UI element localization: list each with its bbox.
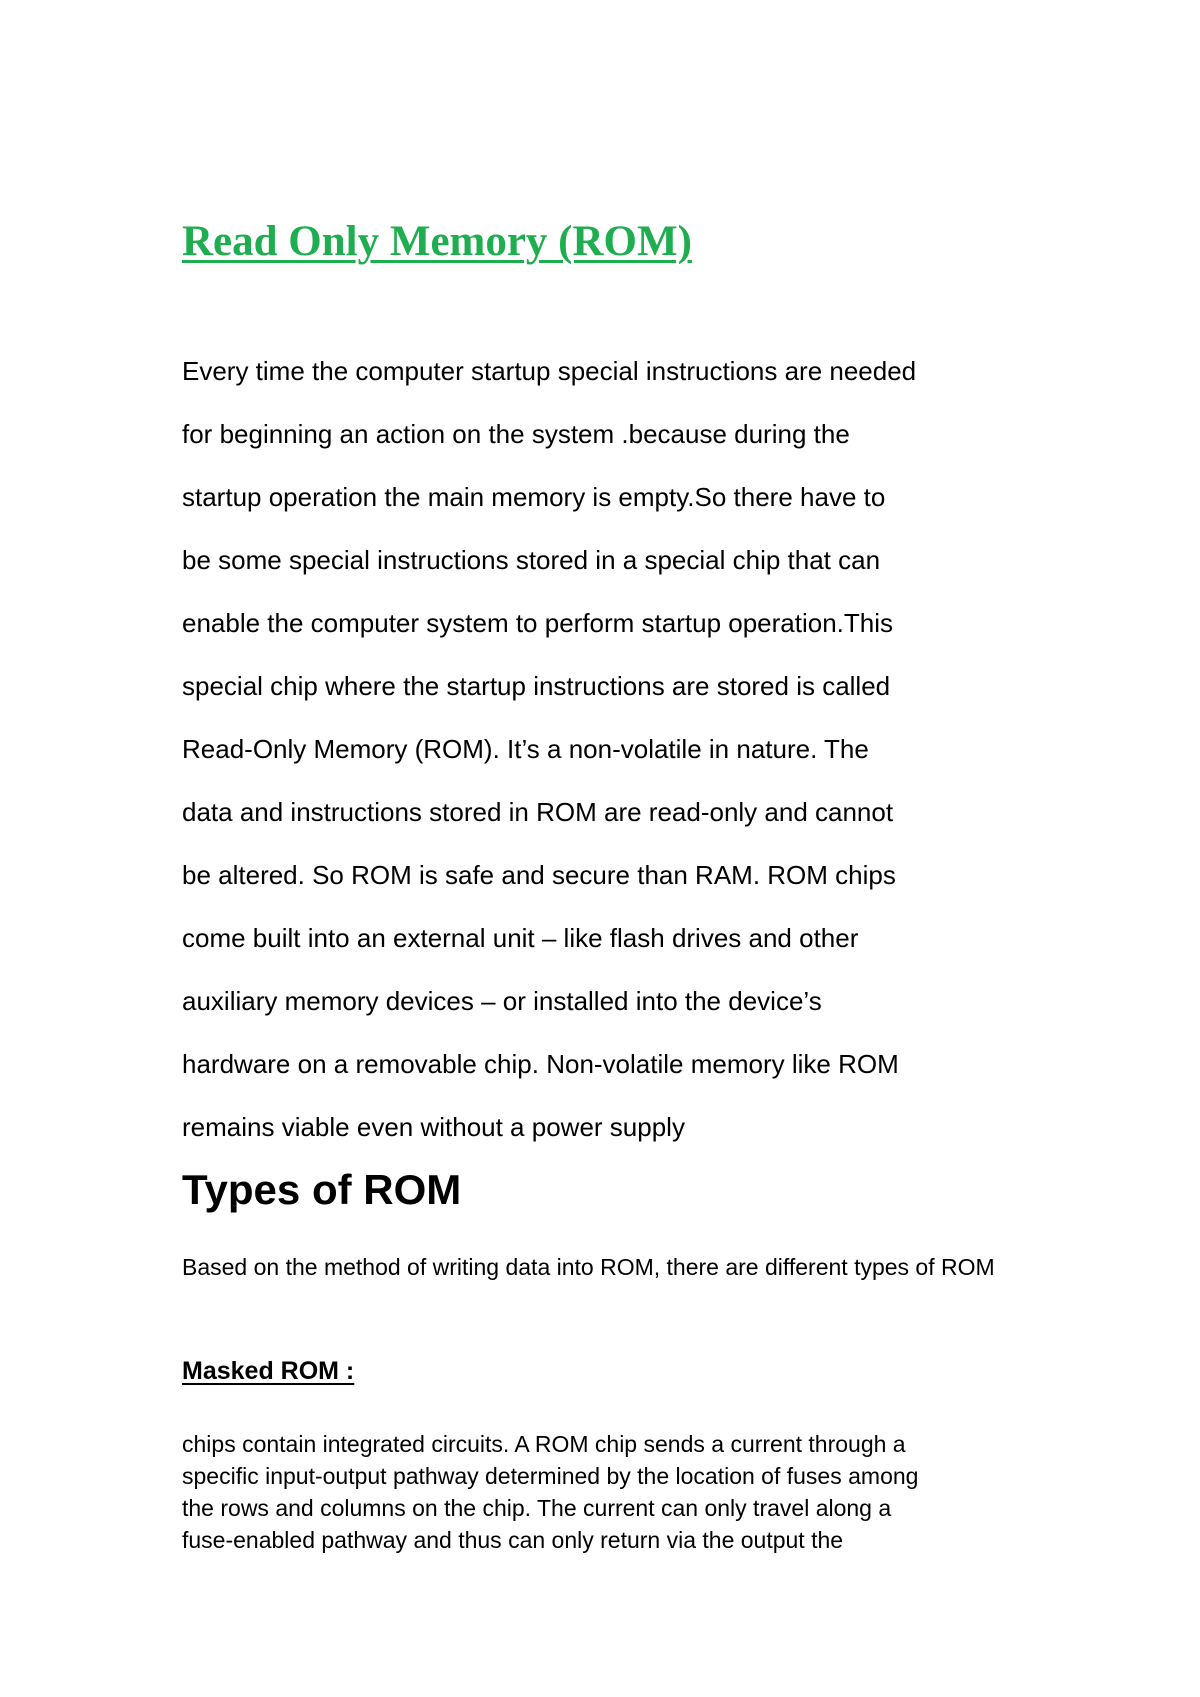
masked-rom-line: specific input-output pathway determined by the location of fuses among bbox=[182, 1463, 919, 1489]
intro-line: Every time the computer startup special instructions are needed bbox=[182, 356, 917, 386]
masked-rom-line: the rows and columns on the chip. The current can only travel along a bbox=[182, 1495, 892, 1521]
intro-line: enable the computer system to perform startup operation.This bbox=[182, 608, 894, 638]
intro-line: startup operation the main memory is empty.So there have to bbox=[182, 482, 886, 512]
intro-line: data and instructions stored in ROM are read-only and cannot bbox=[182, 797, 894, 827]
intro-line: remains viable even without a power supply bbox=[182, 1112, 685, 1142]
intro-line: hardware on a removable chip. Non-volatile memory like ROM bbox=[182, 1049, 899, 1079]
intro-line: be some special instructions stored in a special chip that can bbox=[182, 545, 881, 575]
intro-line: for beginning an action on the system .because during the bbox=[182, 419, 850, 449]
intro-line: Read-Only Memory (ROM). It’s a non-volatile in nature. The bbox=[182, 734, 869, 764]
intro-line: be altered. So ROM is safe and secure than RAM. ROM chips bbox=[182, 860, 896, 890]
intro-line: special chip where the startup instructions are stored is called bbox=[182, 671, 891, 701]
types-body: Based on the method of writing data into ROM, there are different types of ROM bbox=[182, 1254, 995, 1280]
masked-rom-line: chips contain integrated circuits. A ROM chip sends a current through a bbox=[182, 1431, 906, 1457]
masked-rom-line: fuse-enabled pathway and thus can only return via the output the bbox=[182, 1527, 844, 1553]
intro-line: auxiliary memory devices – or installed into the device’s bbox=[182, 986, 822, 1016]
types-heading: Types of ROM bbox=[182, 1166, 462, 1213]
masked-rom-heading: Masked ROM : bbox=[182, 1357, 355, 1385]
intro-line: come built into an external unit – like flash drives and other bbox=[182, 923, 859, 953]
document-title: Read Only Memory (ROM) bbox=[182, 218, 692, 265]
